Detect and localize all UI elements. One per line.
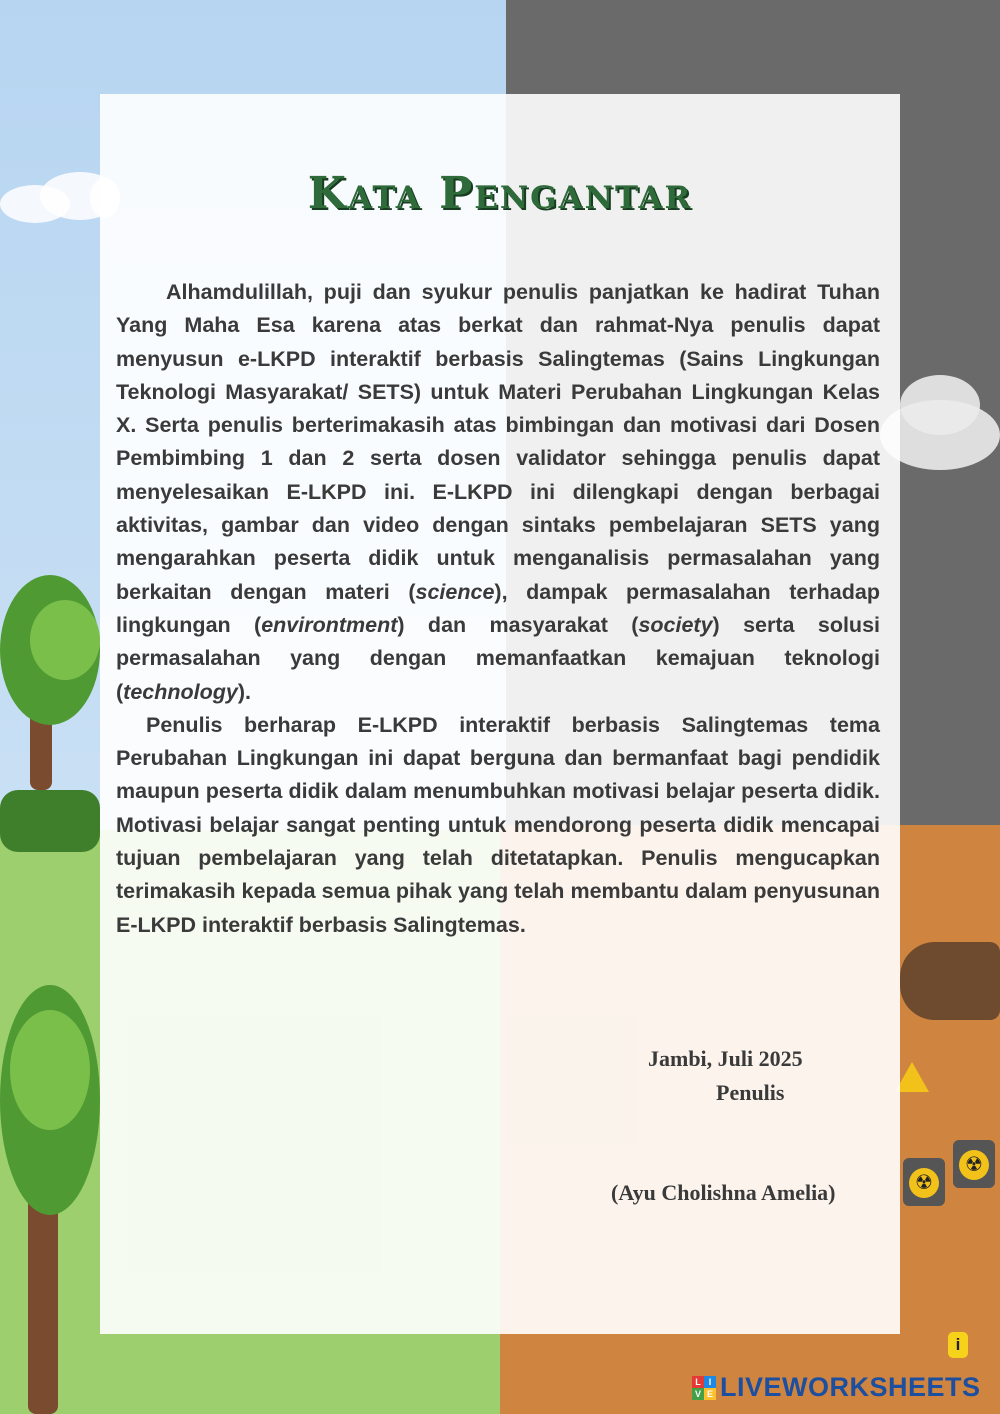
hedge <box>0 790 100 852</box>
foreword-text <box>116 276 880 942</box>
hazard-sign-icon <box>895 1062 929 1092</box>
radioactive-barrel-icon: ☢ <box>903 1158 945 1206</box>
liveworksheets-mark-icon: L I V E <box>692 1376 716 1400</box>
info-button[interactable]: i <box>948 1332 968 1358</box>
paragraph-1: Alhamdulillah, puji dan syukur penulis panjatkan ke hadirat Tuhan Yang Maha Esa karena atas berkat dan rahmat-Nya penulis dapat menyusun e-LKPD interaktif berbasis Salingtemas (Sains Lingkungan Teknologi Masyarakat/ SETS) untuk Materi Perubahan Lingkungan Kelas X. Serta penulis berterimakasih atas bimbingan dan motivasi dari Dosen Pembimbing 1 dan 2 serta dosen validator sehingga penulis dapat menyelesaikan E-LKPD ini. E-LKPD ini dilengkapi dengan berbagai aktivitas, gambar dan video dengan sintaks pembelajaran SETS yang mengarahkan peserta didik untuk menganalisis permasalahan yang berkaitan dengan materi (science), dampak permasalahan terhadap lingkungan (environtment) dan masyarakat (society) serta solusi permasalahan yang dengan memanfaatkan kemajuan teknologi (technology). <box>116 280 880 704</box>
signature-place-date: Jambi, Juli 2025 <box>648 1046 803 1071</box>
paragraph-2: Penulis berharap E-LKPD interaktif berbasis Salingtemas tema Perubahan Lingkungan ini dapat berguna dan bermanfaat bagi pendidik maupun peserta didik dalam menumbuhkan motivasi belajar peserta didik. Motivasi belajar sangat penting untuk mendorong peserta didik mencapai tujuan pembelajaran yang telah ditetatapkan. Penulis mengucapkan terimakasih kepada semua pihak yang telah membantu dalam penyusunan E-LKPD interaktif berbasis Salingtemas. <box>116 712 880 937</box>
signature-role: Penulis <box>716 1080 785 1105</box>
radioactive-barrel-icon: ☢ <box>953 1140 995 1188</box>
liveworksheets-brand-text: LIVEWORKSHEETS <box>720 1372 981 1402</box>
liveworksheets-logo[interactable] <box>692 1372 981 1403</box>
signature-name: (Ayu Cholishna Amelia) <box>611 1180 836 1205</box>
page-title: Kata Pengantar <box>307 168 693 219</box>
wood-log <box>900 942 1000 1020</box>
